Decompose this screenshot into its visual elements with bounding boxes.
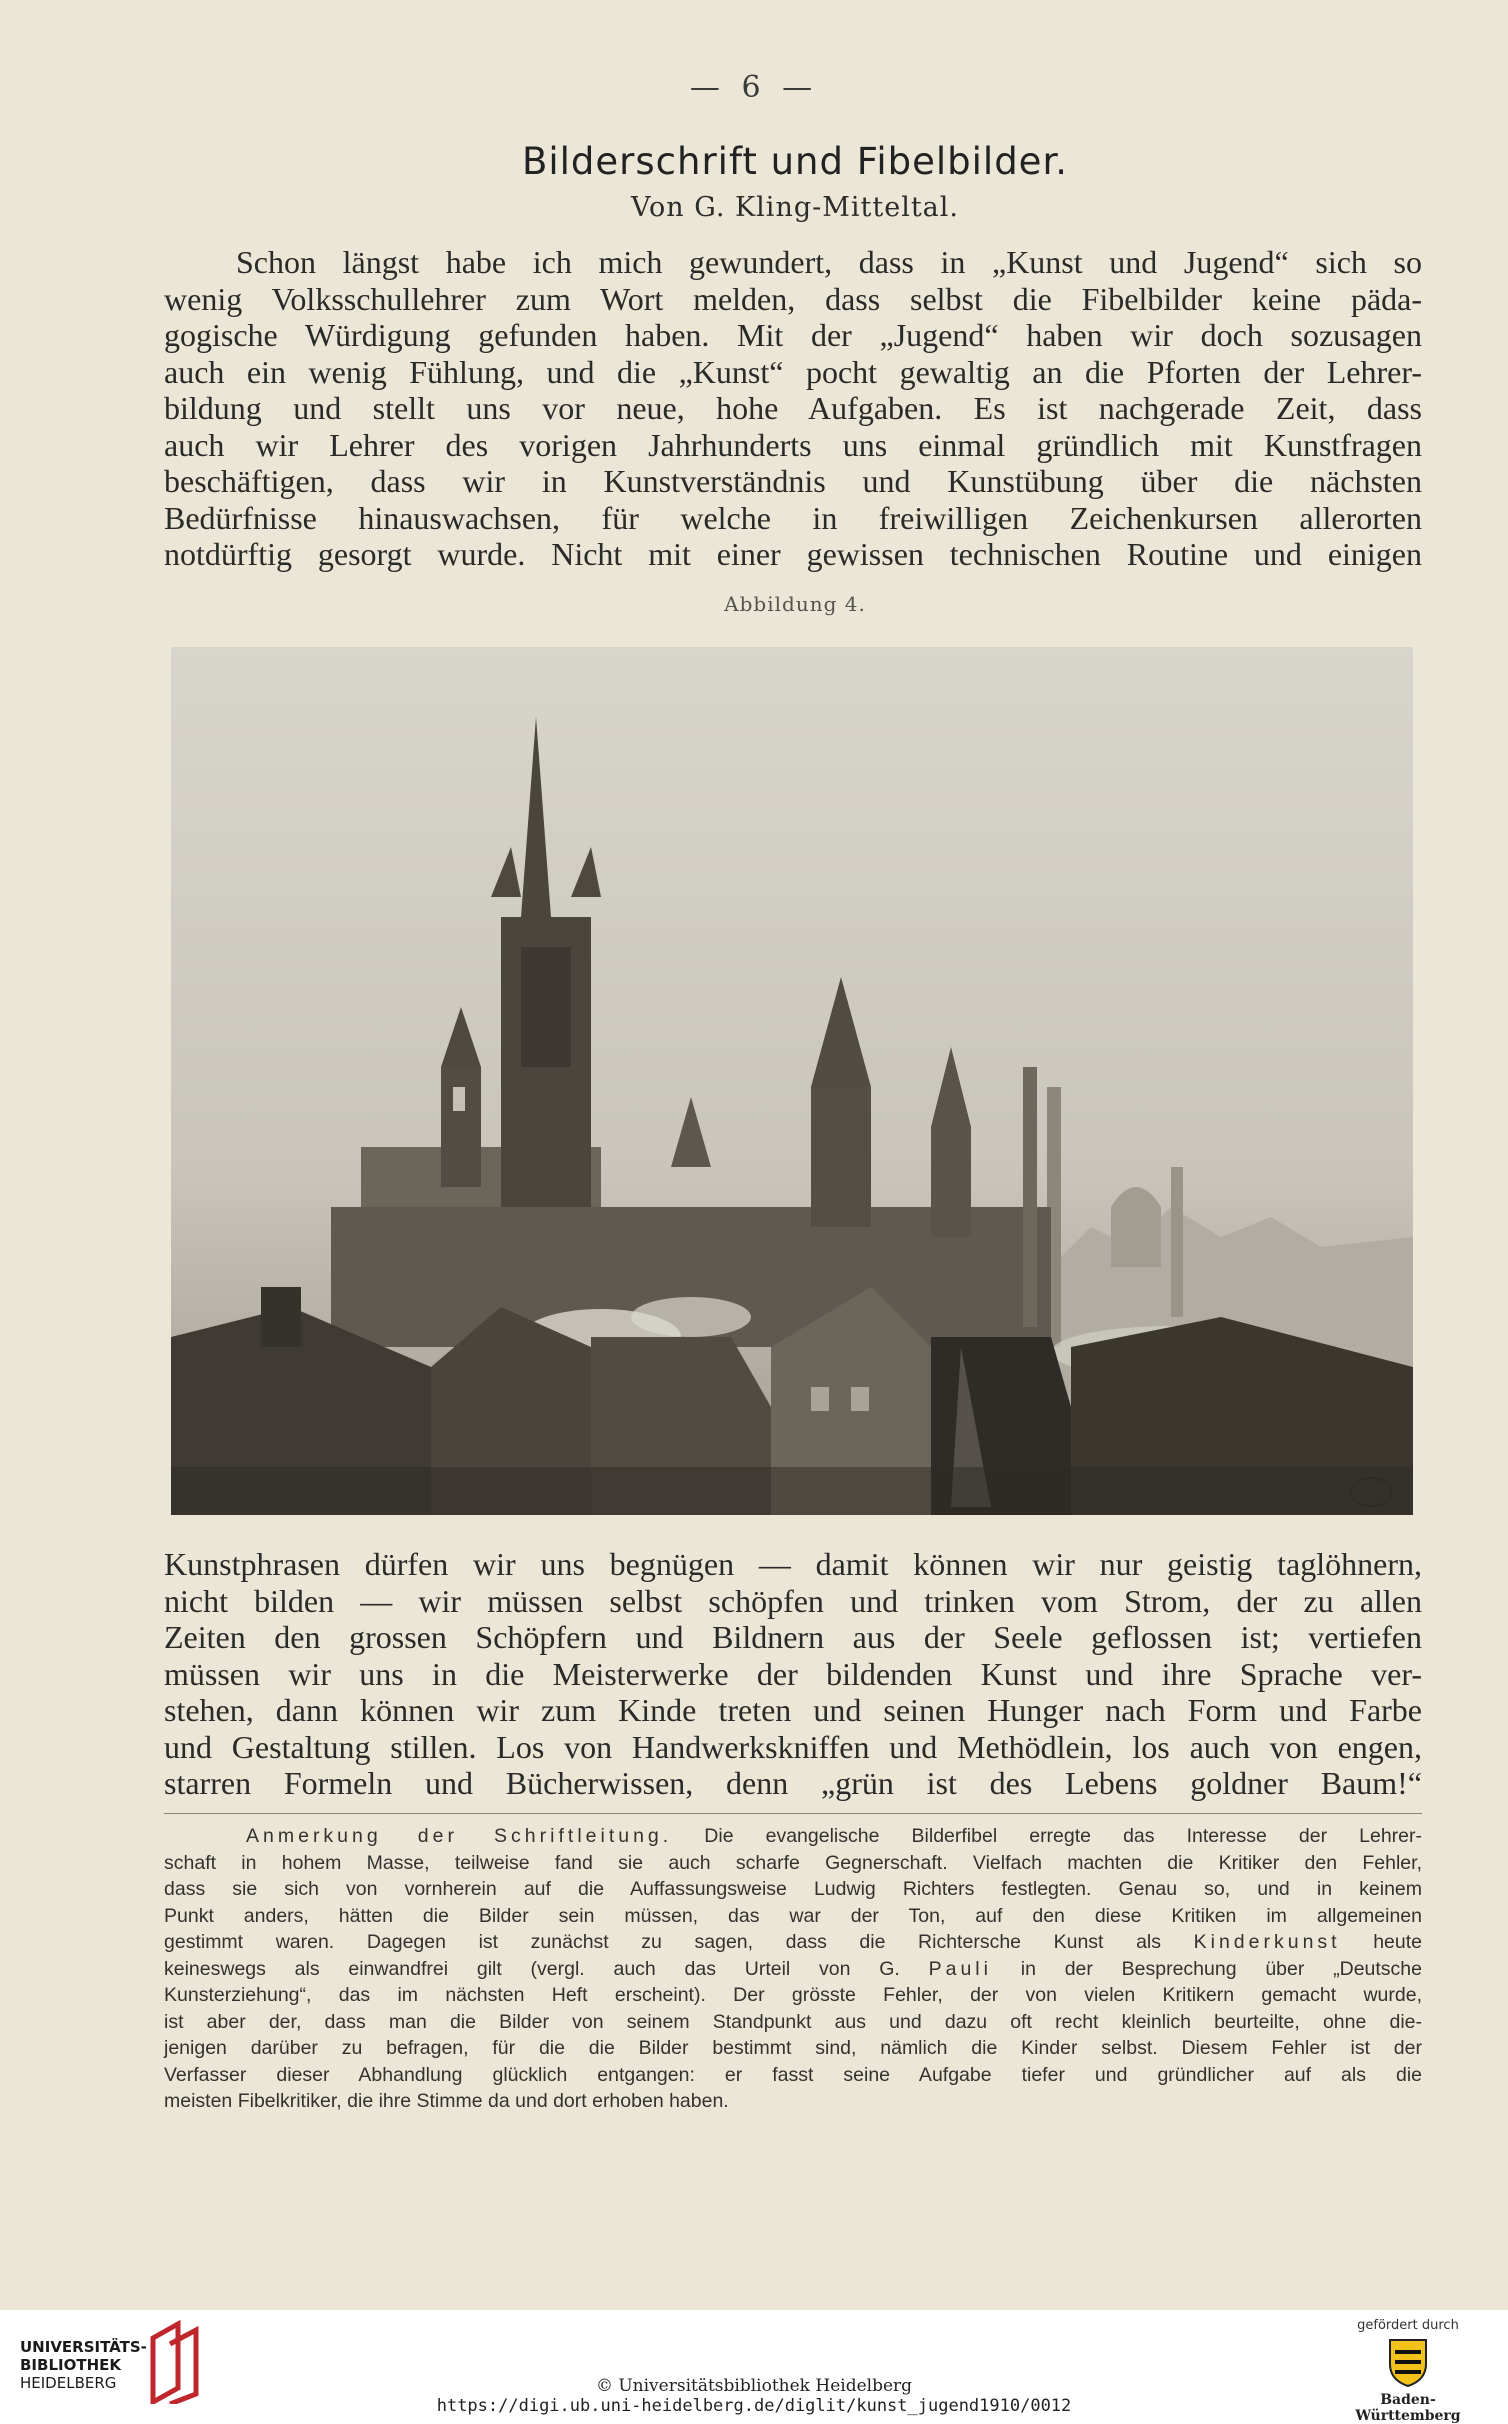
note-label: Anmerkung der Schriftleitung. [246,1825,673,1847]
text-line: Verfasser dieser Abhandlung glücklich entgangen: er fasst seine Aufgabe tiefer und gründlicher auf als die [164,2063,1422,2086]
text-line: nicht bilden — wir müssen selbst schöpfen und trinken vom Strom, der zu allen [164,1582,1422,1619]
text-line [164,1956,1422,1983]
text-line: auch ein wenig Fühlung, und die „Kunst“ pocht gewaltig an die Pforten der Lehrer- [164,353,1422,390]
text-line: Bedürfnisse hinauswachsen, für welche in freiwilligen Zeichenkursen allerorten [164,499,1422,536]
copyright-notice: © Universitätsbibliothek Heidelberg [595,2376,913,2396]
text-line: Zeiten den grossen Schöpfern und Bildnern aus der Seele geflossen ist; vertiefen [164,1619,1422,1655]
cathedral-illustration [171,647,1413,1515]
note-text: gestimmt waren. Dagegen ist zunächst zu sagen, dass die Richtersche Kunst als [164,1931,1161,1953]
permalink-url[interactable]: https://digi.ub.uni-heidelberg.de/diglit/kunst_jugend1910/0012 [436,2396,1072,2416]
coat-of-arms-icon [1386,2336,1430,2392]
text-line: Kunsterziehung“, das im nächsten Heft erscheint). Der grösste Fehler, der von vielen Kritikern gemacht wurde, [164,1984,1422,2006]
note-text: heute [1373,1931,1423,1953]
sponsor-region: Baden-Württemberg [1355,2392,1461,2424]
editorial-footnote [164,1823,1422,2115]
text-line: dass sie sich von vornherein auf die Auffassungsweise Ludwig Richters festlegten. Genau so, und in keinem [164,1878,1422,1900]
text-line [164,1929,1422,1956]
text-line: Schon längst habe ich mich gewundert, dass in „Kunst und Jugend“ sich so [236,244,1422,280]
paragraph-continuation [164,1546,1422,1802]
library-name-line: HEIDELBERG [20,2374,117,2392]
text-line: müssen wir uns in die Meisterwerke der bildenden Kunst und ihre Sprache ver- [164,1655,1422,1692]
note-text: keineswegs als einwandfrei gilt (vergl. auch das Urteil von G. [164,1957,900,1980]
text-line: starren Formeln und Bücherwissen, denn „grün ist des Lebens goldner Baum!“ [164,1765,1422,1801]
note-emphasis: Pauli [928,1957,992,1980]
text-line: meisten Fibelkritiker, die ihre Stimme da und dort erhoben haben. [164,2090,729,2112]
text-line: Punkt anders, hätten die Bilder sein müssen, das war der Ton, auf den diese Kritiken im allgemeinen [164,1904,1422,1927]
page-number: — 6 — [689,70,819,105]
note-text: Die evangelische Bilderfibel erregte das Interesse der Lehrer- [704,1825,1422,1847]
text-line [164,1823,1422,1850]
text-line: schaft in hohem Masse, teilweise fand sie auch scharfe Gegnerschaft. Vielfach machten die Kritiker den Fehler, [164,1851,1422,1874]
sponsor-label: gefördert durch [1357,2318,1459,2333]
note-emphasis: Kinderkunst [1193,1931,1341,1953]
article-author: Von G. Kling-Mitteltal. [630,192,959,223]
footnote-divider [164,1813,1422,1814]
note-text: in der Besprechung über „Deutsche [1020,1957,1422,1980]
text-line: Kunstphrasen dürfen wir uns begnügen — damit können wir nur geistig taglöhnern, [164,1546,1422,1582]
text-line: ist aber der, dass man die Bilder von seinem Standpunkt aus und dazu oft recht kleinlich beurteilte, ohne die- [164,2010,1422,2033]
library-name-line: BIBLIOTHEK [20,2356,121,2374]
text-line: auch wir Lehrer des vorigen Jahrhunderts uns einmal gründlich mit Kunstfragen [164,426,1422,463]
text-line: gogische Würdigung gefunden haben. Mit der „Jugend“ haben wir doch sozusagen [164,317,1422,353]
text-line: beschäftigen, dass wir in Kunstverständnis und Kunstübung über die nächsten [164,463,1422,499]
paragraph-opening [164,244,1422,573]
figure-caption: Abbildung 4. [724,592,866,616]
library-name-line: UNIVERSITÄTS- [20,2338,147,2356]
text-line: wenig Volksschullehrer zum Wort melden, dass selbst die Fibelbilder keine päda- [164,280,1422,317]
text-line: stehen, dann können wir zum Kinde treten und seinen Hunger nach Form und Farbe [164,1692,1422,1728]
article-title: Bilderschrift und Fibelbilder. [521,140,1069,183]
text-line: notdürftig gesorgt wurde. Nicht mit einer gewissen technischen Routine und einigen [164,536,1422,572]
text-line: bildung und stellt uns vor neue, hohe Aufgaben. Es ist nachgerade Zeit, dass [164,390,1422,426]
text-line: und Gestaltung stillen. Los von Handwerkskniffen und Methödlein, los auch von engen, [164,1728,1422,1765]
text-line: jenigen darüber zu befragen, für die die Bilder bestimmt sind, nämlich die Kinder selbst. Diesem Fehler ist der [164,2037,1422,2059]
